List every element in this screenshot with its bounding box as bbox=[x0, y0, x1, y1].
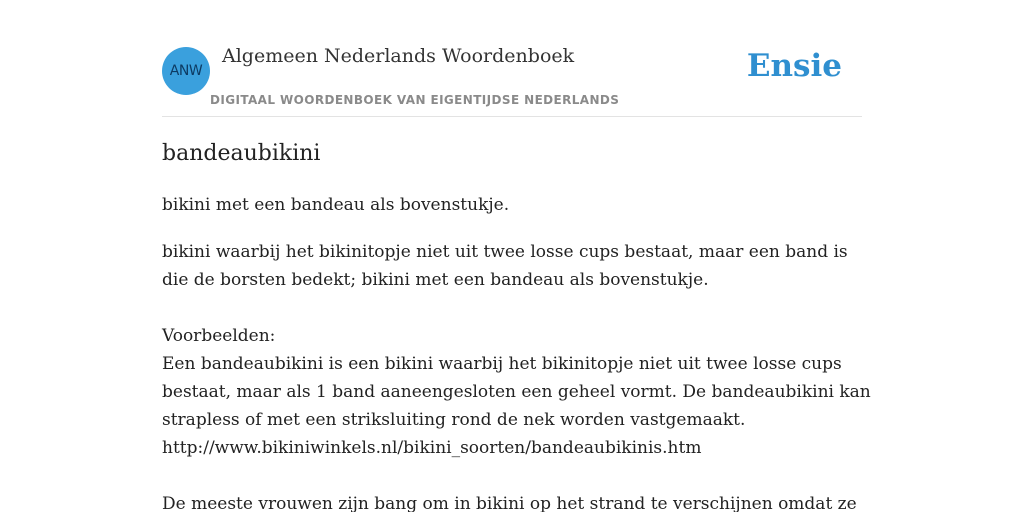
examples-label: Voorbeelden: bbox=[162, 326, 276, 346]
example-source-link[interactable]: http://www.bikiniwinkels.nl/bikini_soorten/bandeaubikinis.htm bbox=[162, 438, 702, 458]
entry-content bbox=[162, 138, 871, 512]
headword: bandeaubikini bbox=[162, 141, 321, 166]
short-definition: bikini met een bandeau als bovenstukje. bbox=[162, 195, 510, 215]
example-line: De meeste vrouwen zijn bang om in bikini op het strand te verschijnen omdat ze bbox=[162, 494, 857, 512]
spacer bbox=[162, 294, 862, 322]
definition-line: die de borsten bedekt; bikini met een bandeau als bovenstukje. bbox=[162, 270, 709, 290]
ensie-brand-link[interactable]: Ensie bbox=[746, 48, 842, 84]
spacer bbox=[162, 462, 862, 490]
site-title[interactable]: Algemeen Nederlands Woordenboek bbox=[222, 45, 575, 67]
example-source-url bbox=[162, 434, 862, 462]
site-subtitle: DIGITAAL WOORDENBOEK VAN EIGENTIJDSE NEDERLANDS bbox=[210, 93, 620, 107]
site-header bbox=[162, 0, 862, 117]
definition-line: bikini waarbij het bikinitopje niet uit twee losse cups bestaat, maar een band is bbox=[162, 242, 848, 262]
example-line: Een bandeaubikini is een bikini waarbij het bikinitopje niet uit twee losse cups bbox=[162, 354, 842, 374]
example-line: strapless of met een striksluiting rond de nek worden vastgemaakt. bbox=[162, 410, 746, 430]
example-line: bestaat, maar als 1 band aaneengesloten een geheel vormt. De bandeaubikini kan bbox=[162, 382, 871, 402]
anw-logo[interactable]: ANW bbox=[162, 47, 210, 95]
definition-block bbox=[162, 238, 871, 512]
